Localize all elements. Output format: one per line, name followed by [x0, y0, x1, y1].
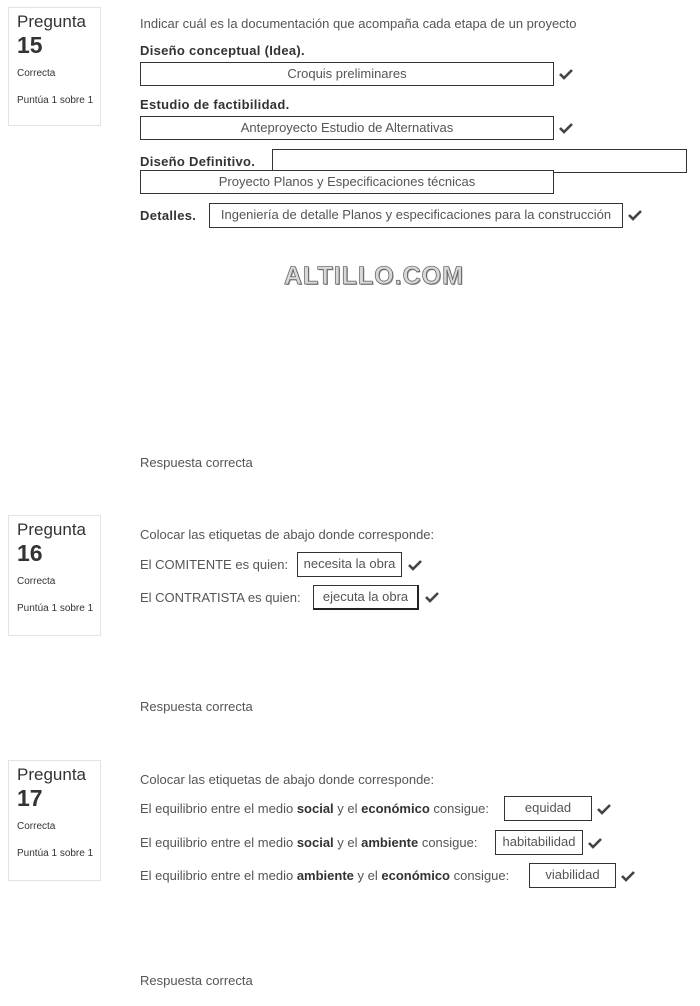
question-info-16	[8, 515, 101, 636]
check-icon	[408, 559, 422, 571]
question-number: 16	[17, 540, 43, 566]
answer-box-comitente[interactable]: necesita la obra	[297, 552, 402, 577]
check-icon	[425, 591, 439, 603]
stage-label-definitive: Diseño Definitivo.	[140, 154, 256, 169]
check-icon	[621, 870, 635, 882]
answer-box-concept[interactable]: Croquis preliminares	[140, 62, 554, 86]
question-state: Correcta	[17, 68, 56, 79]
check-icon	[628, 209, 642, 221]
statement-pre: El equilibrio entre el medio	[140, 801, 297, 816]
question-grade: Puntúa 1 sobre 1	[17, 603, 94, 614]
check-icon	[559, 122, 573, 134]
question-grade: Puntúa 1 sobre 1	[17, 848, 94, 859]
check-icon	[597, 803, 611, 815]
answer-box-viabilidad[interactable]: viabilidad	[529, 863, 616, 888]
statement-post: consigue:	[449, 868, 510, 883]
question-number: 17	[17, 785, 43, 811]
statement-pre: El equilibrio entre el medio	[140, 835, 297, 850]
question-prompt: Colocar las etiquetas de abajo donde corresponde:	[140, 527, 435, 542]
term-b: económico	[381, 868, 450, 883]
statement-mid: y el	[333, 801, 362, 816]
answer-box-contratista[interactable]: ejecuta la obra	[313, 585, 419, 610]
statement-viabilidad	[140, 868, 509, 883]
term-b: económico	[361, 801, 430, 816]
term-a: social	[296, 835, 334, 850]
question-grade: Puntúa 1 sobre 1	[17, 95, 94, 106]
statement-post: consigue:	[429, 801, 490, 816]
question-state: Correcta	[17, 576, 56, 587]
feedback-text: Respuesta correcta	[140, 455, 253, 470]
question-state: Correcta	[17, 821, 56, 832]
statement-comitente: El COMITENTE es quien:	[140, 557, 289, 572]
question-number: 15	[17, 32, 43, 58]
stage-label-details: Detalles.	[140, 208, 197, 223]
check-icon	[559, 68, 573, 80]
question-label: Pregunta	[17, 765, 86, 784]
stage-label-concept: Diseño conceptual (Idea).	[140, 43, 305, 58]
stage-label-feasibility: Estudio de factibilidad.	[140, 97, 290, 112]
term-a: ambiente	[296, 868, 354, 883]
answer-box-details[interactable]: Ingeniería de detalle Planos y especificaciones para la construcción	[209, 203, 623, 228]
question-label: Pregunta	[17, 12, 86, 31]
term-b: ambiente	[361, 835, 419, 850]
question-prompt: Indicar cuál es la documentación que acompaña cada etapa de un proyecto	[140, 16, 577, 31]
answer-box-equidad[interactable]: equidad	[504, 796, 592, 821]
watermark: ALTILLO.COM	[284, 262, 464, 290]
statement-habitabilidad	[140, 835, 477, 850]
answer-box-feasibility[interactable]: Anteproyecto Estudio de Alternativas	[140, 116, 554, 140]
term-a: social	[296, 801, 334, 816]
statement-mid: y el	[353, 868, 382, 883]
question-info-15	[8, 7, 101, 126]
feedback-text: Respuesta correcta	[140, 699, 253, 714]
question-info-17	[8, 760, 101, 881]
question-label: Pregunta	[17, 520, 86, 539]
answer-box-definitive[interactable]: Proyecto Planos y Especificaciones técnicas	[140, 170, 554, 194]
check-icon	[588, 837, 602, 849]
statement-mid: y el	[333, 835, 362, 850]
statement-contratista: El CONTRATISTA es quien:	[140, 590, 301, 605]
question-prompt: Colocar las etiquetas de abajo donde corresponde:	[140, 772, 435, 787]
statement-equidad	[140, 801, 489, 816]
statement-post: consigue:	[418, 835, 478, 850]
statement-pre: El equilibrio entre el medio	[140, 868, 297, 883]
answer-box-habitabilidad[interactable]: habitabilidad	[495, 830, 583, 855]
feedback-text: Respuesta correcta	[140, 973, 253, 988]
